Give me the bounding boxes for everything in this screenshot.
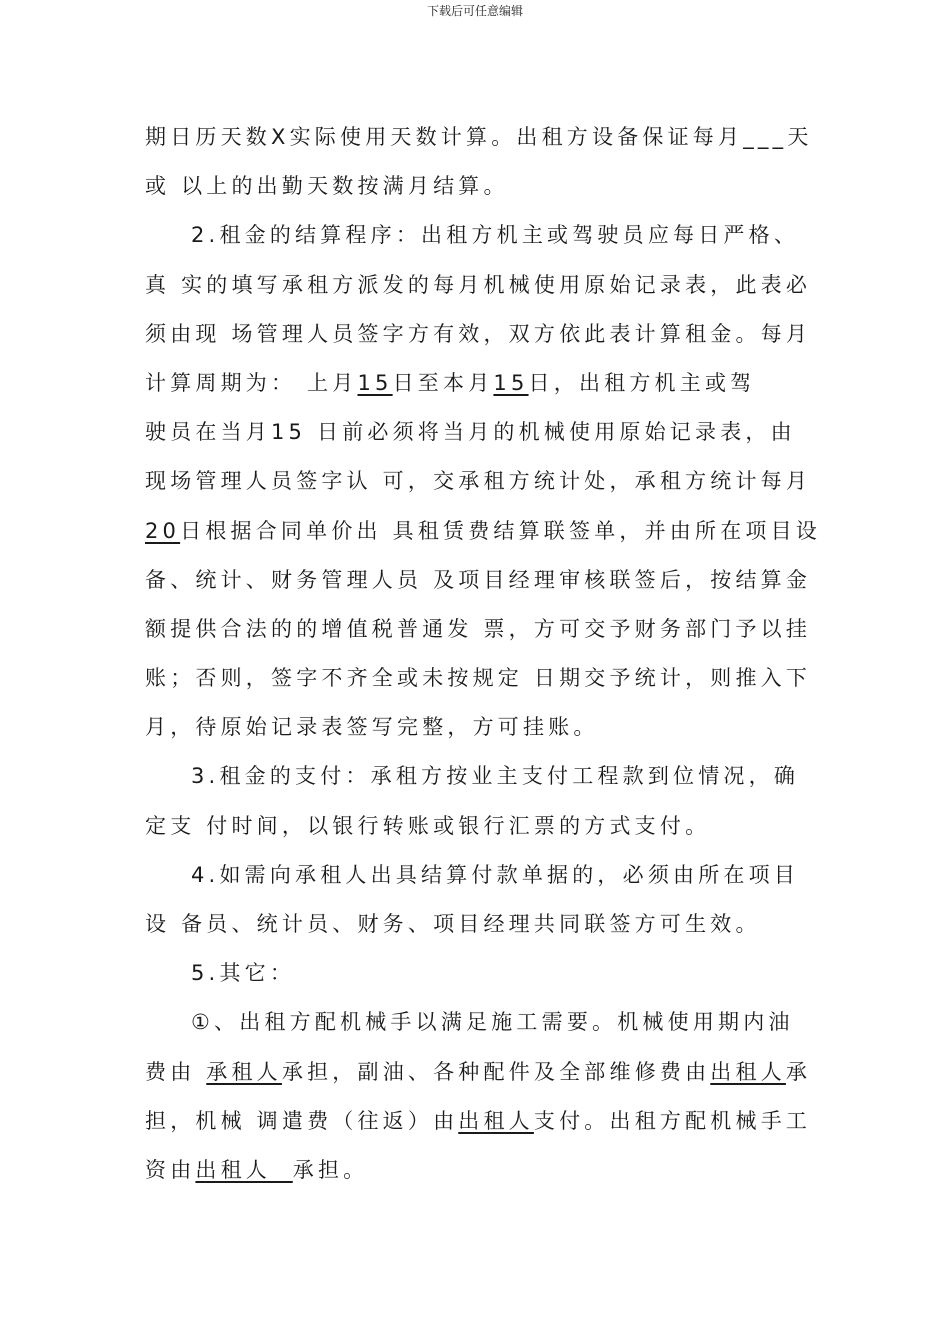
blank-field: ___ <box>743 125 788 149</box>
text-line: 设 备员、统计员、财务、项目经理共同联签方可生效。 <box>145 912 761 936</box>
text-line: 驶员在当月15 日前必须将当月的机械使用原始记录表，由 <box>145 420 796 445</box>
header-note: 下载后可任意编辑 <box>426 4 523 18</box>
text-line: 20日根据合同单价出 具租赁费结算联签单，并由所在项目设 <box>145 518 821 543</box>
text-line: 期日历天数X实际使用天数计算。出租方设备保证每月___天 <box>145 125 813 149</box>
text-line: 计算周期为： 上月15日至本月15日，出租方机主或驾 <box>145 370 756 395</box>
section-5-heading: 5.其它： <box>191 961 296 986</box>
text-line: 现场管理人员签字认 可，交承租方统计处，承租方统计每月 <box>145 469 812 494</box>
underlined-day: 20 <box>145 518 181 543</box>
text-line: 或 以上的出勤天数按满月结算。 <box>145 174 509 199</box>
underlined-day: 15 <box>493 370 529 395</box>
section-4-heading: 4.如需向承租人出具结算付款单据的，必须由所在项目 <box>191 862 800 887</box>
text-line: 须由现 场管理人员签字方有效，双方依此表计算租金。每月 <box>145 321 812 346</box>
circled-number-1: ① <box>191 1010 215 1035</box>
section-2-heading: 2.租金的结算程序：出租方机主或驾驶员应每日严格、 <box>191 223 800 248</box>
underlined-party: 出租人 <box>458 1108 534 1133</box>
underlined-day: 15 <box>357 370 393 395</box>
text-line: 真 实的填写承租方派发的每月机械使用原始记录表，此表必 <box>145 272 812 297</box>
text-line: 额提供合法的的增值税普通发 票，方可交予财务部门予以挂 <box>145 616 812 641</box>
item-1-heading: ①、出租方配机械手以满足施工需要。机械使用期内油 <box>191 1010 794 1035</box>
text-line: 备、统计、财务管理人员 及项目经理审核联签后，按结算金 <box>145 567 812 592</box>
text-line: 担，机械 调遣费（往返）由出租人支付。出租方配机械手工 <box>145 1108 812 1133</box>
underlined-party: 承租人 <box>206 1059 282 1084</box>
text-line: 定支 付时间，以银行转账或银行汇票的方式支付。 <box>145 813 711 838</box>
underlined-party: 出租人 <box>710 1059 786 1084</box>
text-line: 资由出租人 承担。 <box>145 1157 369 1182</box>
text-line: 月，待原始记录表签写完整，方可挂账。 <box>145 715 599 740</box>
underlined-party: 出租人 <box>195 1157 293 1182</box>
section-3-heading: 3.租金的支付：承租方按业主支付工程款到位情况，确 <box>191 764 800 789</box>
text-line: 账；否则，签字不齐全或未按规定 日期交予统计，则推入下 <box>145 666 812 691</box>
text-line: 费由 承租人承担，副油、各种配件及全部维修费由出租人承 <box>145 1059 812 1084</box>
document-body <box>145 113 821 1195</box>
